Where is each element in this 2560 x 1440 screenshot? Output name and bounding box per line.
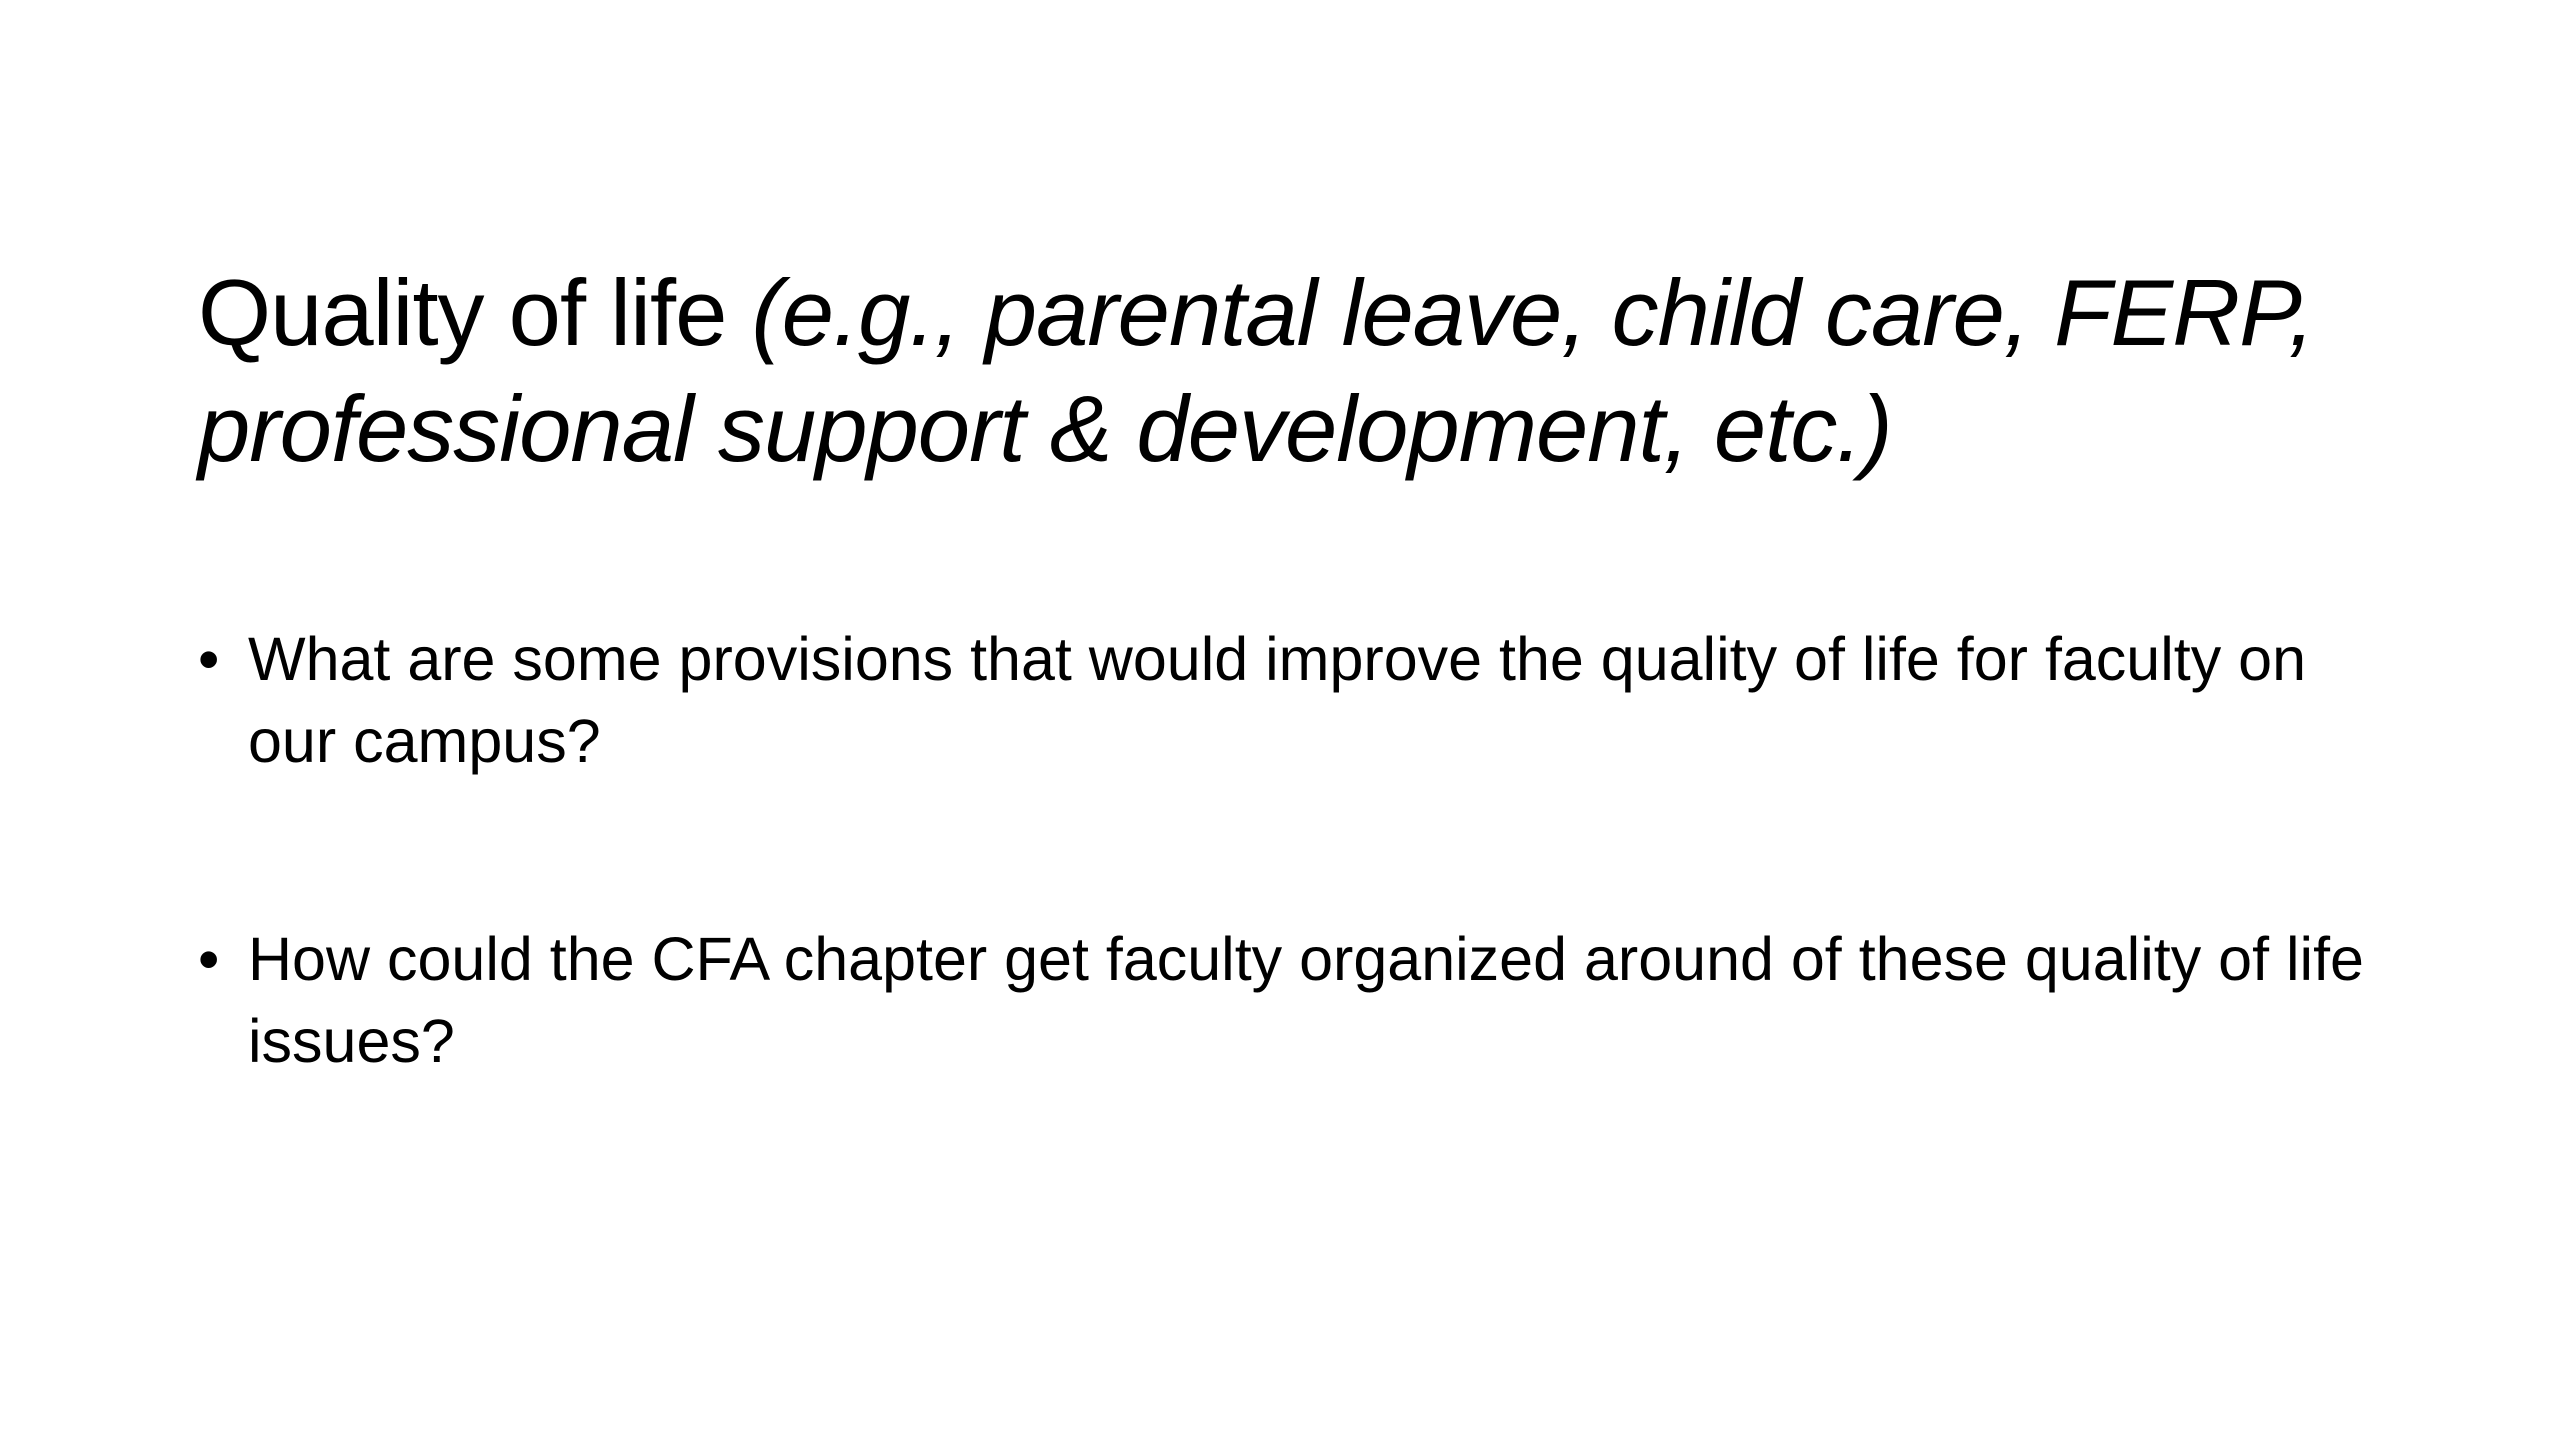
bullet-item (198, 618, 2398, 782)
bullet-item (198, 918, 2398, 1082)
bullet-marker: • (198, 625, 220, 693)
bullet-text: What are some provisions that would improve the quality of life for faculty on our campus? (248, 625, 2307, 775)
slide-title (198, 255, 2448, 487)
title-subtitle: (e.g., parental leave, child care, FERP, professional support & development, etc.) (198, 260, 2314, 481)
bullet-marker: • (198, 925, 220, 993)
bullet-text: How could the CFA chapter get faculty organized around of these quality of life issues? (248, 925, 2364, 1075)
bullet-list (198, 618, 2398, 1082)
title-main: Quality of life (198, 260, 727, 365)
